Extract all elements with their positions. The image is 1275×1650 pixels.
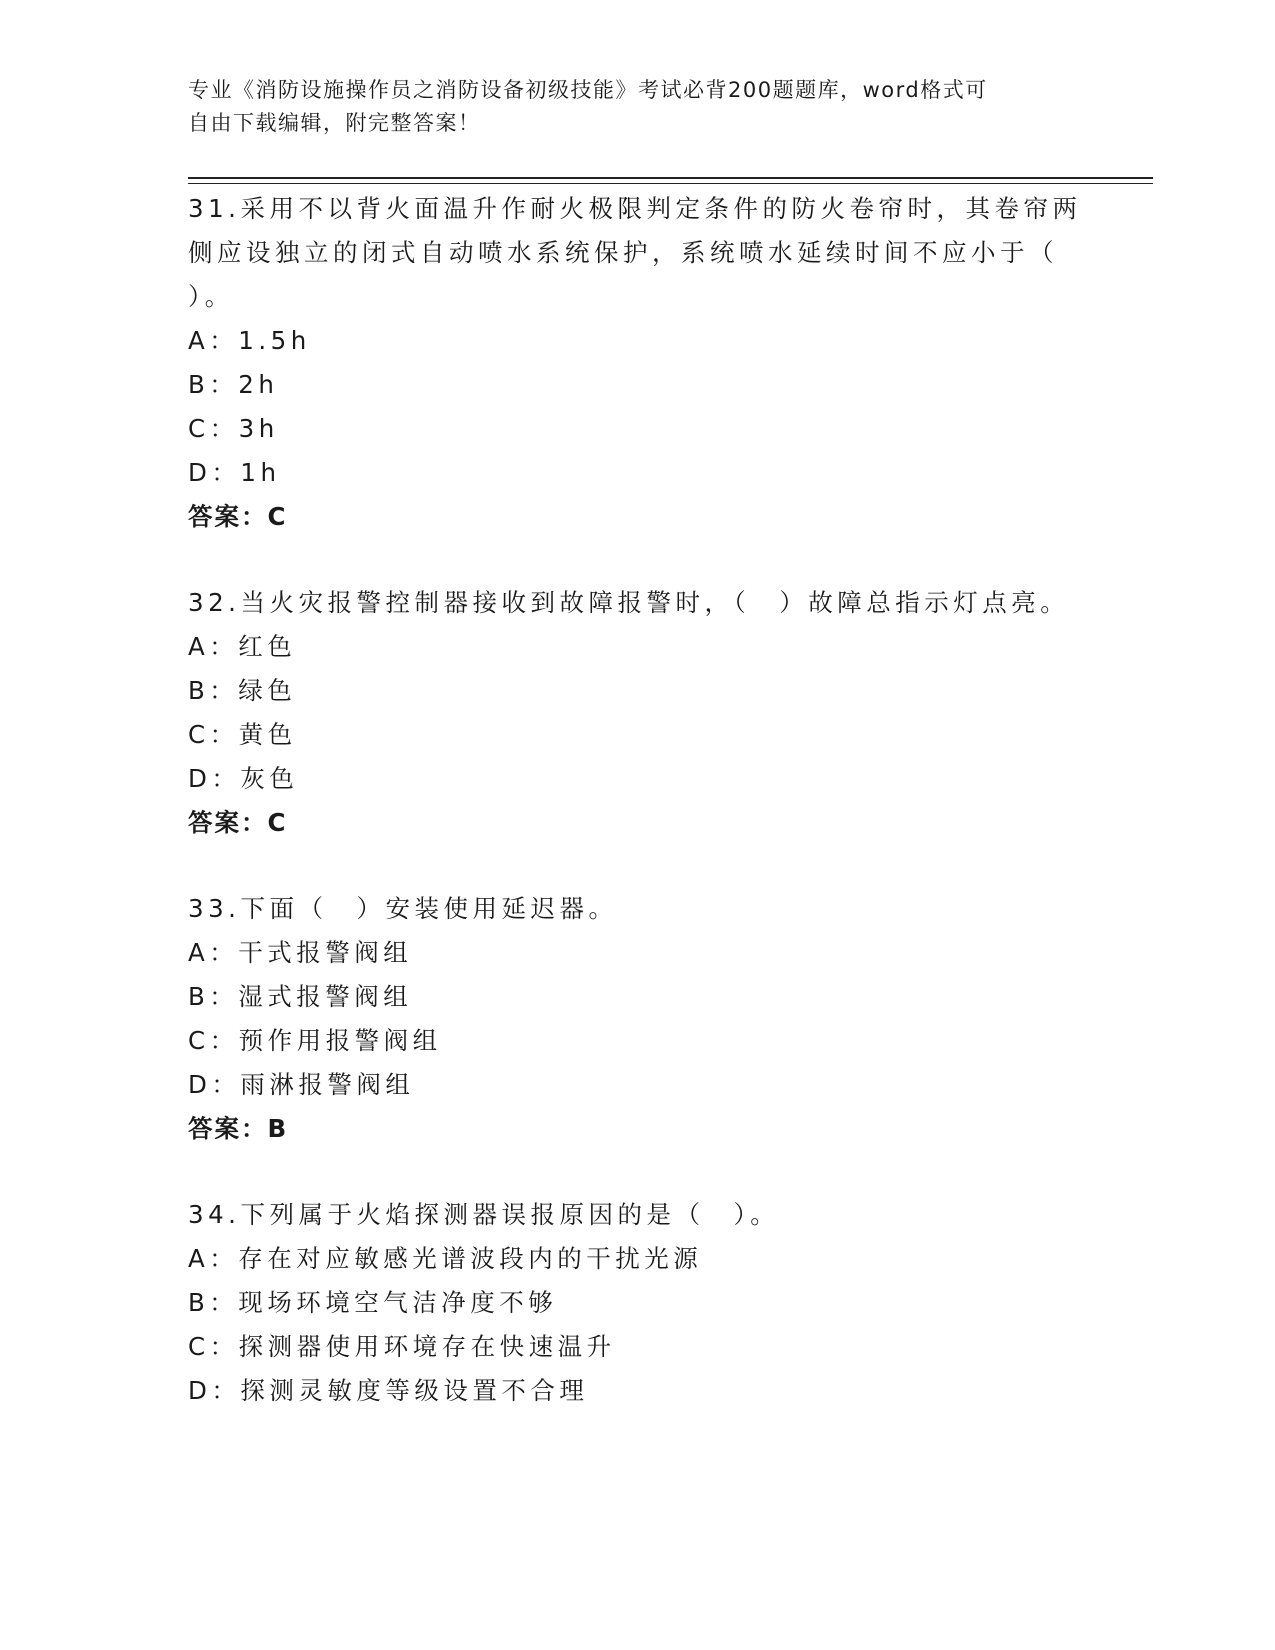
option-d: D：雨淋报警阀组 xyxy=(188,1070,415,1099)
question-stem-line: 32.当火灾报警控制器接收到故障报警时，（ ）故障总指示灯点亮。 xyxy=(188,588,1070,617)
option-b: B：湿式报警阀组 xyxy=(188,982,413,1011)
question-stem-line: 侧应设独立的闭式自动喷水系统保护，系统喷水延续时间不应小于（ xyxy=(188,238,1058,267)
document-header xyxy=(188,74,1068,140)
option-c: C：黄色 xyxy=(188,720,297,749)
header-divider-thin xyxy=(188,183,1153,184)
option-c: C：探测器使用环境存在快速温升 xyxy=(188,1332,616,1361)
answer-line: 答案：B xyxy=(188,1114,289,1143)
header-divider-thick xyxy=(188,177,1153,179)
option-a: A：干式报警阀组 xyxy=(188,938,413,967)
header-line-1: 专业《消防设施操作员之消防设备初级技能》考试必背200题题库，word格式可 xyxy=(188,78,988,102)
option-c: C：3h xyxy=(188,414,279,443)
option-d: D：灰色 xyxy=(188,764,299,793)
option-a: A：红色 xyxy=(188,632,297,661)
option-d: D：1h xyxy=(188,458,281,487)
question-stem-line: 34.下列属于火焰探测器误报原因的是（ ）。 xyxy=(188,1200,780,1229)
option-a: A：1.5h xyxy=(188,326,311,355)
question-stem-line: ）。 xyxy=(188,282,234,311)
option-c: C：预作用报警阀组 xyxy=(188,1026,442,1055)
option-b: B：绿色 xyxy=(188,676,297,705)
answer-line: 答案：C xyxy=(188,808,288,837)
option-b: B：2h xyxy=(188,370,279,399)
option-d: D：探测灵敏度等级设置不合理 xyxy=(188,1376,589,1405)
option-b: B：现场环境空气洁净度不够 xyxy=(188,1288,558,1317)
option-a: A：存在对应敏感光谱波段内的干扰光源 xyxy=(188,1244,703,1273)
question-stem-line: 33.下面（ ）安装使用延迟器。 xyxy=(188,894,618,923)
answer-line: 答案：C xyxy=(188,502,288,531)
header-line-2: 自由下载编辑，附完整答案！ xyxy=(188,111,481,135)
question-stem-line: 31.采用不以背火面温升作耐火极限判定条件的防火卷帘时，其卷帘两 xyxy=(188,194,1082,223)
